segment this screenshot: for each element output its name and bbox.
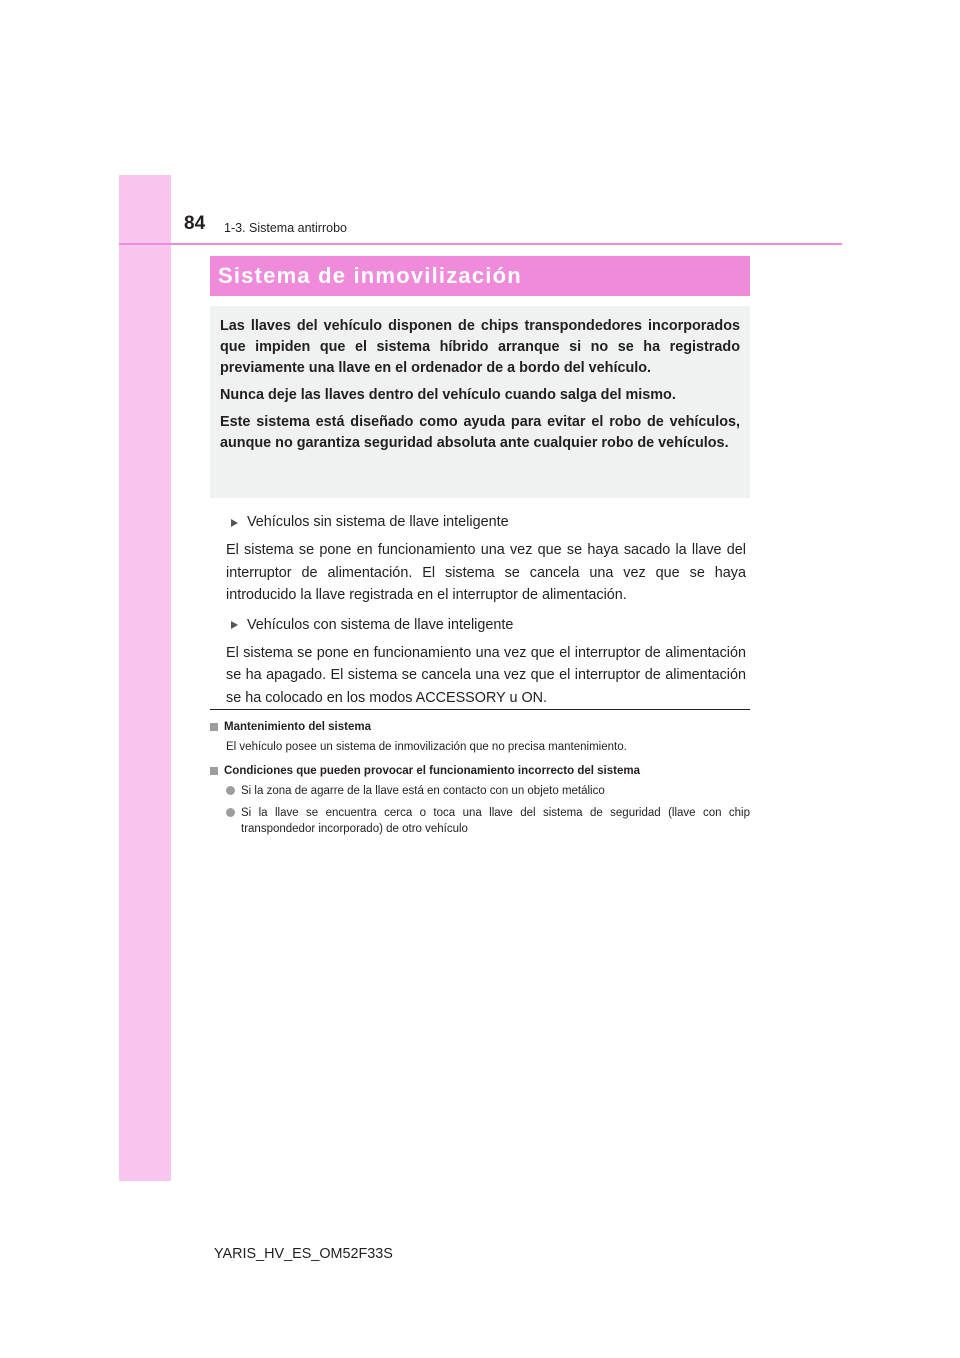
note-heading-text: Condiciones que pueden provocar el funcionamiento incorrecto del sistema xyxy=(224,765,640,777)
note-heading-conditions xyxy=(210,763,750,779)
intro-box xyxy=(210,306,750,498)
subsection-paragraph: El sistema se pone en funcionamiento una vez que se haya sacado la llave del interruptor de alimentación. El sistema se cancela una vez que se haya introducido la llave registrada en el interruptor de alimentación. xyxy=(226,542,746,603)
subsection-heading-smart-key xyxy=(226,615,746,636)
note-item-text: Si la llave se encuentra cerca o toca una llave del sistema de seguridad (llave con chip transpondedor incorporado) de otro vehículo xyxy=(241,807,750,835)
subsection-heading-text: Vehículos con sistema de llave inteligente xyxy=(247,616,514,633)
note-text: El vehículo posee un sistema de inmovilización que no precisa mantenimiento. xyxy=(226,741,627,753)
note-list-item xyxy=(226,783,750,799)
footer-document-code: YARIS_HV_ES_OM52F33S xyxy=(214,1246,393,1262)
square-bullet-icon xyxy=(210,767,218,775)
page-title: Sistema de inmovilización xyxy=(218,263,522,288)
intro-paragraph: Las llaves del vehículo disponen de chips transpondedores incorporados que impiden que el sistema híbrido arranque si no se ha registrado previamente una llave en el ordenador de a bordo del vehículo. xyxy=(220,318,740,376)
section-label: 1-3. Sistema antirrobo xyxy=(224,221,347,235)
header-rule xyxy=(119,243,842,245)
subsection-paragraph: El sistema se pone en funcionamiento una vez que el interruptor de alimentación se ha apagado. El sistema se cancela una vez que el interruptor de alimentación se ha colocado en los modos ACCESSORY u ON. xyxy=(226,644,746,706)
body-content xyxy=(226,512,746,717)
square-bullet-icon xyxy=(210,723,218,731)
chapter-side-band xyxy=(119,175,171,1181)
note-item-text: Si la zona de agarre de la llave está en contacto con un objeto metálico xyxy=(241,785,605,797)
note-heading-maintenance xyxy=(210,719,750,735)
triangle-bullet-icon xyxy=(231,519,238,527)
notes-section xyxy=(210,719,750,843)
note-list-item xyxy=(226,805,750,837)
section-divider xyxy=(210,709,750,710)
circle-bullet-icon xyxy=(226,808,235,817)
page-number: 84 xyxy=(184,213,206,234)
circle-bullet-icon xyxy=(226,786,235,795)
subsection-heading-no-smart-key xyxy=(226,512,746,533)
subsection-heading-text: Vehículos sin sistema de llave inteligente xyxy=(247,514,509,530)
note-heading-text: Mantenimiento del sistema xyxy=(224,721,371,733)
intro-paragraph: Nunca deje las llaves dentro del vehículo cuando salga del mismo. xyxy=(220,387,676,403)
intro-paragraph: Este sistema está diseñado como ayuda para evitar el robo de vehículos, aunque no garantiza seguridad absoluta ante cualquier robo de vehículos. xyxy=(220,414,740,451)
triangle-bullet-icon xyxy=(231,621,238,629)
title-bar xyxy=(210,256,750,296)
